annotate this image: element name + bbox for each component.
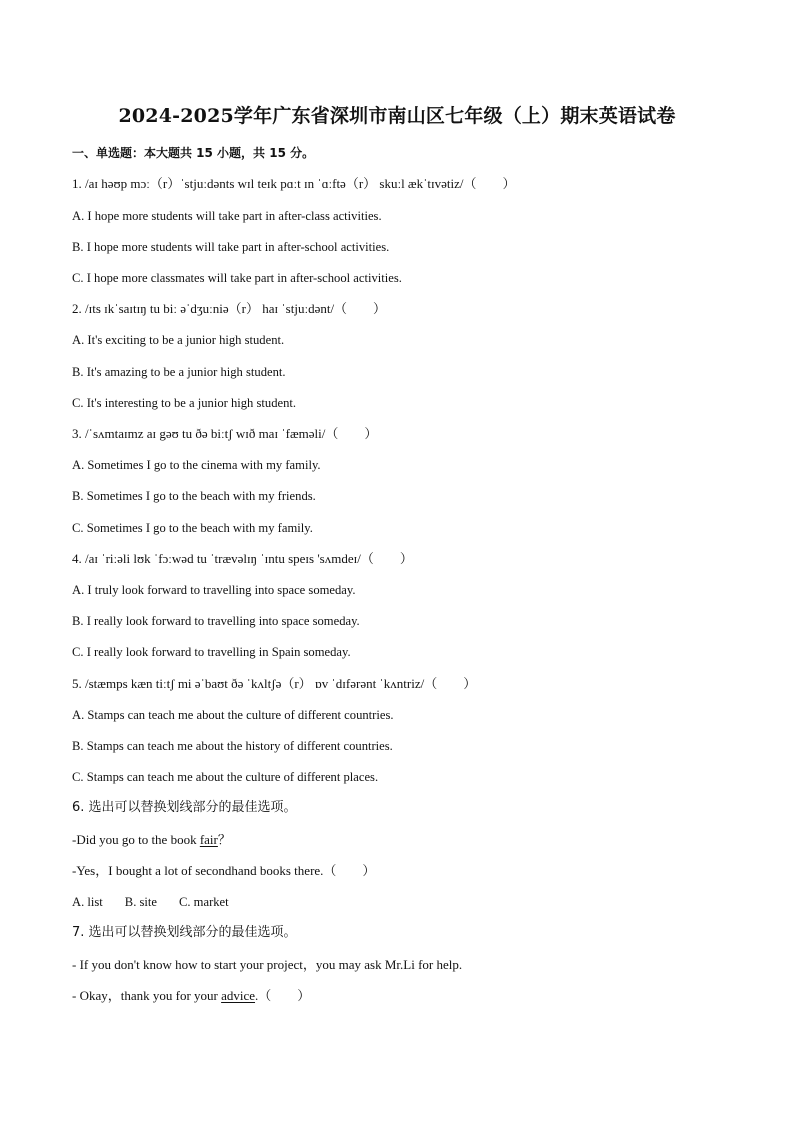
- question-4-option-b: B. I really look forward to travelling into space someday.: [72, 614, 360, 628]
- page-title: 2024-2025学年广东省深圳市南山区七年级（上）期末英语试卷: [118, 105, 676, 127]
- question-6-option-c: C. market: [178, 895, 229, 909]
- underlined-word: advice: [221, 988, 256, 1003]
- question-2-option-c: C. It's interesting to be a junior high student.: [72, 396, 297, 410]
- question-5-option-a: A. Stamps can teach me about the culture of different countries.: [72, 708, 394, 722]
- question-3-option-c: C. Sometimes I go to the beach with my family.: [72, 521, 313, 535]
- question-3-option-a: A. Sometimes I go to the cinema with my family.: [72, 458, 321, 472]
- question-2-stem: 2. /ɪts ɪkˈsaɪtɪŋ tu biː əˈdʒuːniə（r） haɪ ˈstjuːdənt/（ ）: [72, 301, 387, 316]
- section-heading: 一、单选题：本大题共 15 小题，共 15 分。: [72, 146, 315, 160]
- dialogue-text: -Did you go to the book: [72, 832, 200, 847]
- question-4-stem: 4. /aɪ ˈriːəli lʊk ˈfɔːwəd tu ˈtrævəlɪŋ ˈɪntu speɪs 'sʌmdeɪ/（ ）: [72, 551, 413, 566]
- dialogue-text: - Okay，thank you for your: [72, 988, 222, 1003]
- question-6-options: [72, 894, 229, 910]
- question-5-option-b: B. Stamps can teach me about the history of different countries.: [72, 739, 393, 753]
- question-6-dialogue-2: -Yes，I bought a lot of secondhand books there.（ ）: [72, 863, 376, 878]
- question-2-option-b: B. It's amazing to be a junior high student.: [72, 365, 286, 379]
- dialogue-text: ？: [217, 832, 231, 847]
- question-7-dialogue-1: - If you don't know how to start your project，you may ask Mr.Li for help.: [72, 957, 463, 972]
- question-6-stem: 6. 选出可以替换划线部分的最佳选项。: [72, 800, 297, 815]
- question-6-option-b: B. site: [124, 895, 157, 909]
- dialogue-text: .（ ）: [255, 988, 311, 1003]
- question-7-stem: 7. 选出可以替换划线部分的最佳选项。: [72, 925, 297, 940]
- underlined-word: fair: [199, 832, 218, 847]
- question-3-option-b: B. Sometimes I go to the beach with my friends.: [72, 489, 316, 503]
- question-6-dialogue-1: [72, 832, 231, 848]
- question-6-option-a: A. list: [72, 895, 103, 909]
- question-1-option-a: A. I hope more students will take part in after-class activities.: [72, 209, 382, 223]
- question-4-option-c: C. I really look forward to travelling in Spain someday.: [72, 645, 351, 659]
- question-3-stem: 3. /ˈsʌmtaɪmz aɪ gəʊ tu ðə biːtʃ wɪð maɪ ˈfæməli/（ ）: [72, 426, 378, 441]
- question-1-option-c: C. I hope more classmates will take part in after-school activities.: [72, 271, 402, 285]
- question-2-option-a: A. It's exciting to be a junior high student.: [72, 333, 285, 347]
- question-4-option-a: A. I truly look forward to travelling into space someday.: [72, 583, 356, 597]
- question-1-option-b: B. I hope more students will take part in after-school activities.: [72, 240, 390, 254]
- question-1-stem: 1. /aɪ həʊp mɔː（r）ˈstjuːdənts wɪl teɪk pɑːt ɪn ˈɑːftə（r） skuːl ækˈtɪvətiz/（ ）: [72, 176, 516, 191]
- question-7-dialogue-2: [72, 988, 310, 1004]
- question-5-option-c: C. Stamps can teach me about the culture of different places.: [72, 770, 379, 784]
- question-5-stem: 5. /stæmps kæn tiːtʃ mi əˈbaʊt ðə ˈkʌltʃə（r） ɒv ˈdɪfərənt ˈkʌntriz/（ ）: [72, 676, 477, 691]
